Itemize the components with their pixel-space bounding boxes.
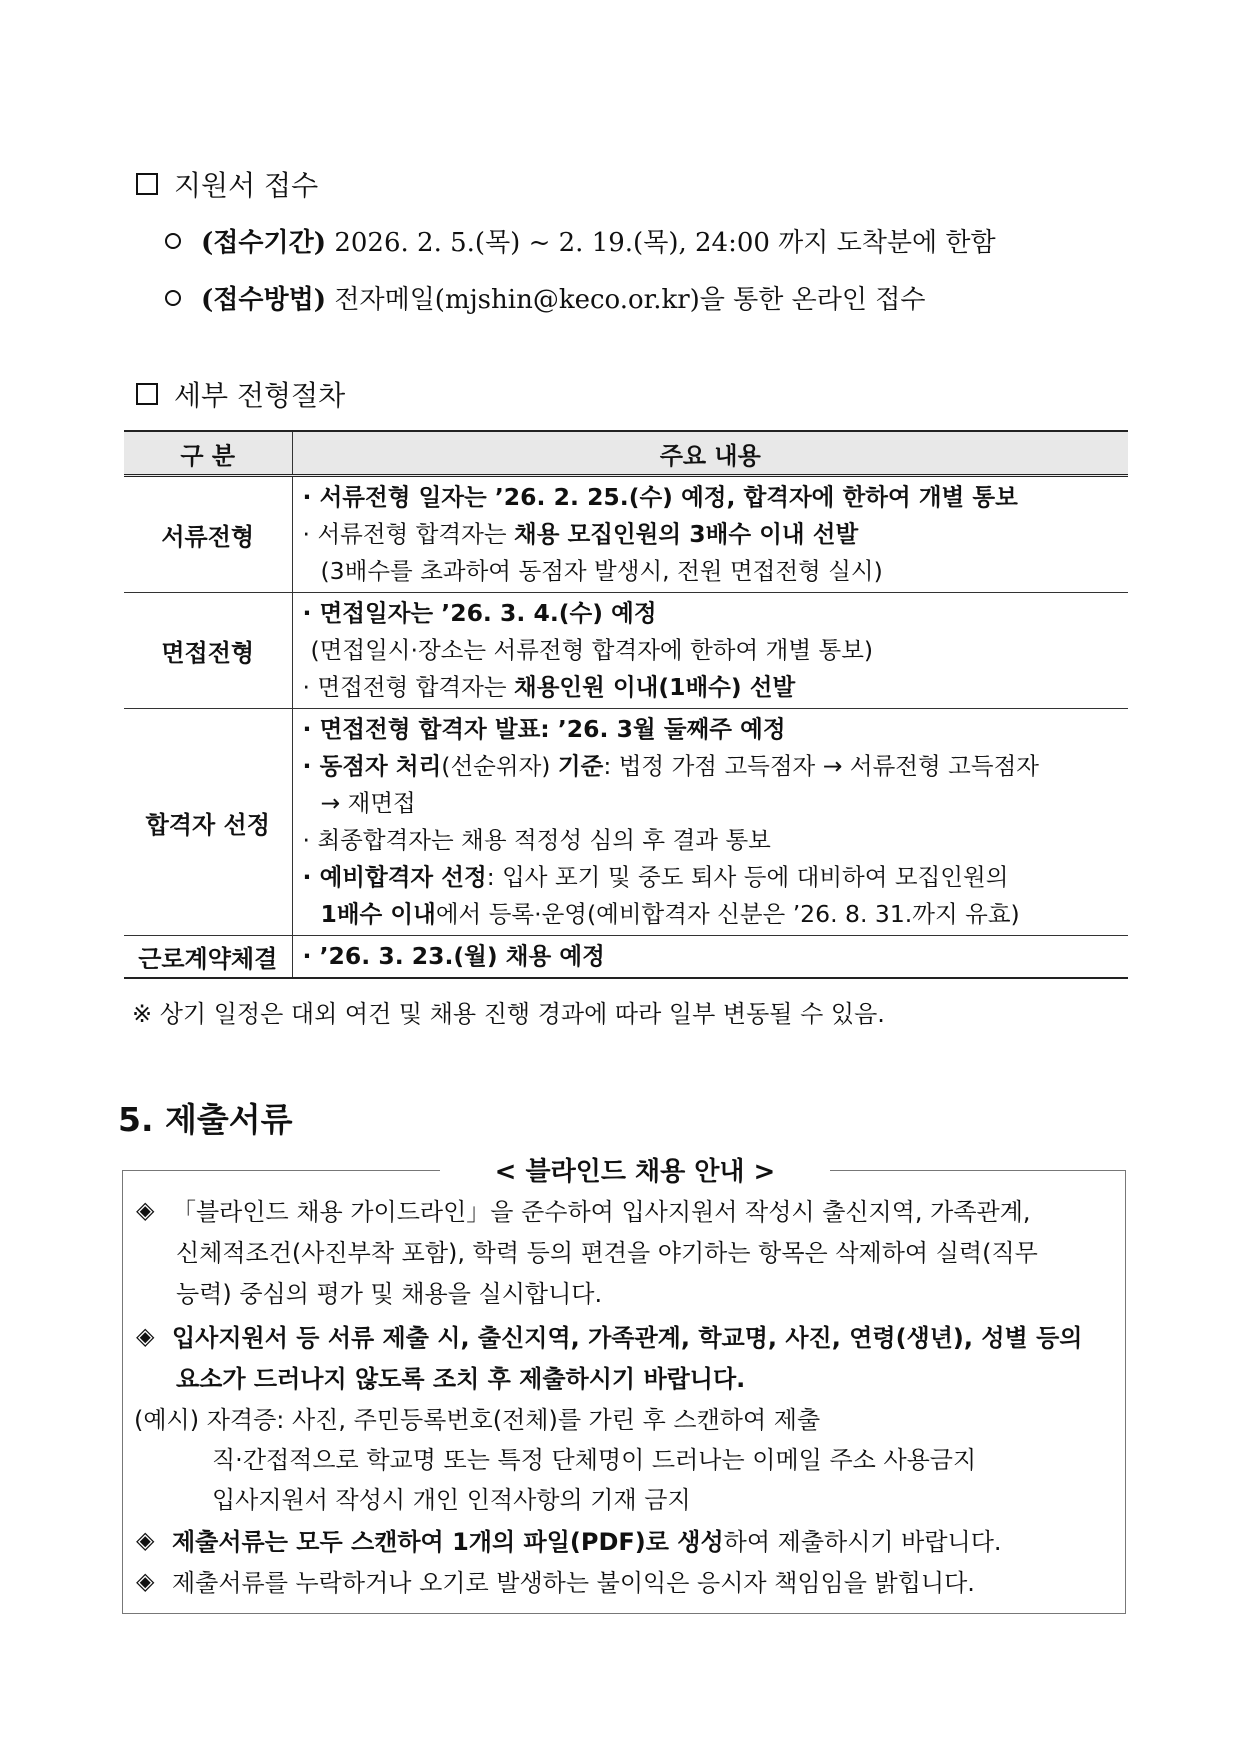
content-text-bold: · 동점자 처리: [302, 752, 442, 780]
diamond-bullet-icon: ◈: [136, 1321, 155, 1350]
content-line: (3배수를 초과하여 동점자 발생시, 전원 면접전형 실시): [320, 557, 883, 585]
row-content: [292, 709, 1128, 936]
circle-bullet-icon: [165, 290, 181, 306]
table-header: [124, 431, 1128, 476]
content-line: [303, 859, 1121, 896]
content-text: · 면접전형 합격자는: [302, 673, 514, 701]
content-line: [303, 748, 1121, 785]
application-heading-text: 지원서 접수: [174, 169, 319, 202]
guide-text-bold: 제출서류는 모두 스캔하여 1개의 파일(PDF)로 생성: [172, 1528, 724, 1556]
diamond-bullet-icon: ◈: [136, 1566, 155, 1595]
application-heading: [136, 164, 318, 204]
guide-text: 입사지원서 등 서류 제출 시, 출신지역, 가족관계, 학교명, 사진, 연령(생년), 성별 등의: [172, 1324, 1083, 1352]
checkbox-square-icon: [136, 173, 158, 195]
period-label: (접수기간): [201, 228, 327, 258]
content-text-bold: 채용 모집인원의 3배수 이내 선발: [514, 520, 859, 548]
table-row: [124, 709, 1128, 936]
content-text: : 법정 가점 고득점자 → 서류전형 고득점자: [603, 752, 1039, 780]
checkbox-square-icon: [136, 383, 158, 405]
circle-bullet-icon: [165, 233, 181, 249]
row-content: [292, 593, 1128, 709]
section5-heading: 5. 제출서류: [118, 1100, 293, 1139]
guide-item: [136, 1192, 1031, 1227]
procedure-heading-text: 세부 전형절차: [174, 379, 346, 412]
content-text: (선순위자): [441, 752, 558, 780]
guide-item: [136, 1318, 1082, 1353]
table-row: [124, 593, 1128, 709]
diamond-bullet-icon: ◈: [136, 1525, 155, 1554]
guide-item: [136, 1563, 975, 1598]
row-label: 서류전형: [124, 476, 292, 593]
guide-item: [136, 1522, 1002, 1557]
content-line: [303, 669, 1121, 706]
content-text: 에서 등록·운영(예비합격자 신분은 ’26. 8. 31.까지 유효): [435, 900, 1020, 928]
guide-text: 능력) 중심의 평가 및 채용을 실시합니다.: [176, 1280, 603, 1308]
guide-text: 신체적조건(사진부착 포함), 학력 등의 편견을 야기하는 항목은 삭제하여 실력(직무: [176, 1239, 1038, 1267]
schedule-note: ※ 상기 일정은 대외 여건 및 채용 진행 경과에 따라 일부 변동될 수 있음.: [132, 1000, 885, 1028]
guide-text: 제출서류를 누락하거나 오기로 발생하는 불이익은 응시자 책임임을 밝힙니다.: [172, 1569, 975, 1597]
content-line: → 재면접: [320, 789, 416, 817]
guide-text: 하여 제출하시기 바랍니다.: [723, 1528, 1002, 1556]
content-line: [303, 516, 1121, 553]
row-content: [292, 936, 1128, 979]
procedure-heading: [136, 374, 345, 414]
content-text: : 입사 포기 및 중도 퇴사 등에 대비하여 모집인원의: [486, 863, 1009, 891]
period-text: 2026. 2. 5.(목) ~ 2. 19.(목), 24:00 까지 도착분에 한함: [334, 228, 996, 258]
row-content: [292, 476, 1128, 593]
diamond-bullet-icon: ◈: [136, 1195, 155, 1224]
content-text-bold: 채용인원 이내(1배수) 선발: [514, 673, 796, 701]
guide-text: 「블라인드 채용 가이드라인」을 준수하여 입사지원서 작성시 출신지역, 가족관계,: [172, 1198, 1031, 1226]
content-line: · 서류전형 일자는 ’26. 2. 25.(수) 예정, 합격자에 한하여 개별 통보: [302, 483, 1018, 511]
content-line: · 면접전형 합격자 발표: ’26. 3월 둘째주 예정: [302, 715, 786, 743]
content-line: · 최종합격자는 채용 적정성 심의 후 결과 통보: [302, 826, 771, 854]
method-text: 전자메일(mjshin@keco.or.kr)을 통한 온라인 접수: [334, 285, 926, 315]
row-label: 근로계약체결: [124, 936, 292, 979]
content-text-bold: 기준: [557, 752, 604, 780]
content-text-bold: 1배수 이내: [320, 900, 436, 928]
application-period: [165, 222, 996, 259]
guide-example: 입사지원서 작성시 개인 인적사항의 기재 금지: [212, 1486, 691, 1514]
procedure-table: [124, 430, 1128, 979]
header-category: 구 분: [124, 431, 292, 476]
content-line: [303, 896, 1121, 933]
guide-text: 요소가 드러나지 않도록 조치 후 제출하시기 바랍니다.: [176, 1365, 746, 1393]
table-row: [124, 476, 1128, 593]
content-text-bold: · 예비합격자 선정: [302, 863, 487, 891]
row-label: 합격자 선정: [124, 709, 292, 936]
content-line: (면접일시·장소는 서류전형 합격자에 한하여 개별 통보): [310, 636, 874, 664]
application-method: [165, 279, 926, 316]
guide-title: < 블라인드 채용 안내 >: [440, 1152, 830, 1192]
header-content: 주요 내용: [292, 431, 1128, 476]
guide-example: (예시) 자격증: 사진, 주민등록번호(전체)를 가린 후 스캔하여 제출: [134, 1406, 821, 1434]
table-row: [124, 936, 1128, 979]
method-label: (접수방법): [201, 285, 327, 315]
row-label: 면접전형: [124, 593, 292, 709]
content-line: · ’26. 3. 23.(월) 채용 예정: [302, 942, 605, 970]
guide-example: 직·간접적으로 학교명 또는 특정 단체명이 드러나는 이메일 주소 사용금지: [212, 1446, 977, 1474]
content-text: · 서류전형 합격자는: [302, 520, 514, 548]
content-line: · 면접일자는 ’26. 3. 4.(수) 예정: [302, 599, 657, 627]
